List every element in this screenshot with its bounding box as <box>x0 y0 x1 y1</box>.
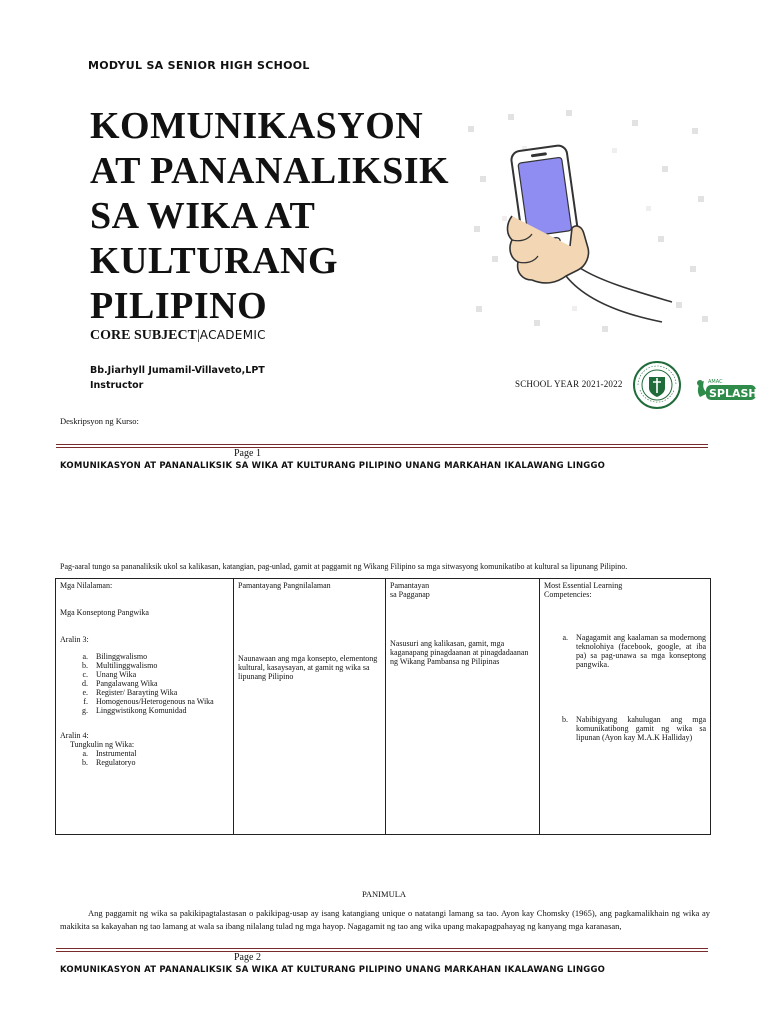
splash-small-text: AMAC <box>708 379 723 385</box>
running-header: KOMUNIKASYON AT PANANALIKSIK SA WIKA AT KULTURANG PILIPINO UNANG MARKAHAN IKALAWANG LINGGO <box>60 461 606 471</box>
subject-separator: | <box>196 328 200 343</box>
course-description-text: Pag-aaral tungo sa pananaliksik ukol sa kalikasan, katangian, pag-unlad, gamit at paggamit ng Wikang Filipino sa mga sitwasyong komunikatibo at kultural sa lipunang Pilipino. <box>60 562 628 571</box>
list-item: b. Regulatoryo <box>90 758 229 767</box>
module-label: MODYUL SA SENIOR HIGH SCHOOL <box>88 59 310 72</box>
divider-rule <box>56 951 708 952</box>
course-description-label: Deskripsyon ng Kurso: <box>60 416 139 426</box>
list-item: e. Register/ Barayting Wika <box>90 688 229 697</box>
running-header: KOMUNIKASYON AT PANANALIKSIK SA WIKA AT KULTURANG PILIPINO UNANG MARKAHAN IKALAWANG LINGGO <box>60 965 606 975</box>
splash-text: SPLASH <box>709 387 758 400</box>
hand-holding-phone-icon <box>462 106 714 338</box>
column-header: Mga Nilalaman: <box>60 581 113 590</box>
title-line: PILIPINO <box>90 285 268 327</box>
section-title: PANIMULA <box>361 889 407 899</box>
list-item: g. Linggwistikong Komunidad <box>90 706 229 715</box>
subject-core: CORE SUBJECT <box>90 328 197 343</box>
divider-rule <box>56 447 708 448</box>
author-role: Instructor <box>90 380 144 391</box>
title-line: AT PANANALIKSIK <box>90 150 450 192</box>
performance-standard-column <box>386 579 540 835</box>
title-line: KULTURANG <box>90 240 339 282</box>
column-header: Pamantayan sa Pagganap <box>390 581 430 599</box>
page-number: Page 2 <box>234 952 261 963</box>
competency-table <box>55 578 711 835</box>
aralin-3-label: Aralin 3: <box>60 635 89 644</box>
school-year: SCHOOL YEAR 2021-2022 <box>515 379 623 389</box>
aralin-4-subtitle: Tungkulin ng Wika: <box>70 740 135 749</box>
author-block <box>90 363 265 393</box>
divider-rule <box>56 948 708 949</box>
competency-list <box>544 633 706 742</box>
module-title <box>90 104 450 329</box>
aralin-4-label: Aralin 4: <box>60 731 89 740</box>
content-column <box>56 579 234 835</box>
column-header: Most Essential Learning Competencies: <box>544 581 623 599</box>
aralin-3-list <box>60 652 229 715</box>
content-standard-column <box>234 579 386 835</box>
intro-paragraph <box>60 907 710 933</box>
page-number: Page 1 <box>234 448 261 459</box>
topic-title: Mga Konseptong Pangwika <box>60 608 149 617</box>
title-line: KOMUNIKASYON <box>90 105 424 147</box>
performance-standard-text: Nasusuri ang kalikasan, gamit, mga kaganapang pinagdaanan at pinagdadaanan ng Wikang Pambansa ng Pilipinas <box>390 639 529 666</box>
competency-item: b. Nabibigyang kahulugan ang mga komunikatibong gamit ng wika sa lipunan (Ayon kay M.A.K Halliday) <box>570 715 706 742</box>
competencies-column <box>540 579 711 835</box>
author-name: Bb.Jiarhyll Jumamil-Villaveto,LPT <box>90 365 265 376</box>
list-item: c. Unang Wika <box>90 670 229 679</box>
splash-logo-icon <box>694 375 760 405</box>
paragraph-text: Ang paggamit ng wika sa pakikipagtalastasan o pakikipag-usap ay isang katangiang unique o natatangi lamang sa tao. Ayon kay Chomsky (1965), ang pagkamalikhain ng wika ay makikita sa kakayahan ng tao lamang at wala sa ibang nilalang tulad ng mga hayop. Nagagamit ng tao ang wika upang makapagpahayag ng kanyang mga karanasan, <box>60 908 710 931</box>
title-line: SA WIKA AT <box>90 195 316 237</box>
school-seal-icon <box>632 360 682 410</box>
list-item: a. Bilinggwalismo <box>90 652 229 661</box>
subject-track: ACADEMIC <box>199 328 266 342</box>
divider-rule <box>56 444 708 445</box>
aralin-4-list <box>60 749 229 767</box>
competency-item: a. Nagagamit ang kaalaman sa modernong teknolohiya (facebook, google, at iba pa) sa pag-unawa sa mga konseptong pangwika. <box>570 633 706 669</box>
list-item: b. Multilinggwalismo <box>90 661 229 670</box>
subject-line <box>90 328 266 344</box>
list-item: d. Pangalawang Wika <box>90 679 229 688</box>
column-header: Pamantayang Pangnilalaman <box>238 581 331 590</box>
list-item: a. Instrumental <box>90 749 229 758</box>
content-standard-text: Naunawaan ang mga konsepto, elementong kultural, kasaysayan, at gamit ng wika sa lipunang Pilipino <box>238 654 378 681</box>
list-item: f. Homogenous/Heterogenous na Wika <box>90 697 229 706</box>
